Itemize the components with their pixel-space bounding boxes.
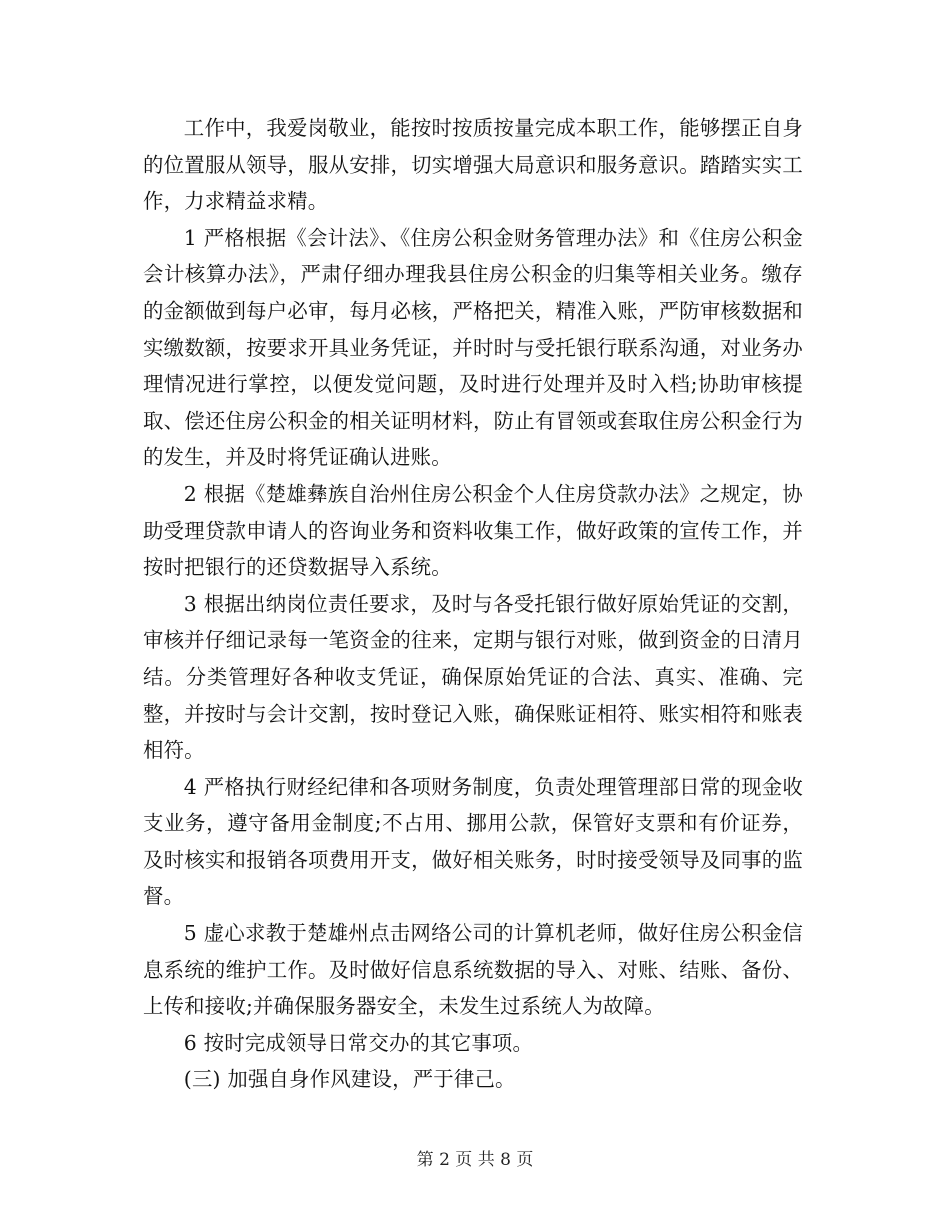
- paragraph-item-3: 3 根据出纳岗位责任要求，及时与各受托银行做好原始凭证的交割，审核并仔细记录每一笔资金的往来，定期与银行对账，做到资金的日清月结。分类管理好各种收支凭证，确保原始凭证的合法、真实、准确、完整，并按时与会计交割，按时登记入账，确保账证相符、账实相符和账表相符。: [143, 591, 803, 763]
- paragraph-item-1: 1 严格根据《会计法》、《住房公积金财务管理办法》和《住房公积金会计核算办法》，严肃仔细办理我县住房公积金的归集等相关业务。缴存的金额做到每户必审，每月必核，严格把关，精准入账，严防审核数据和实缴数额，按要求开具业务凭证，并时时与受托银行联系沟通，对业务办理情况进行掌控，以便发觉问题，及时进行处理并及时入档;协助审核提取、偿还住房公积金的相关证明材料，防止有冒领或套取住房公积金行为的发生，并及时将凭证确认进账。: [143, 225, 803, 470]
- paragraph-item-2: 2 根据《楚雄彝族自治州住房公积金个人住房贷款办法》之规定，协助受理贷款申请人的咨询业务和资料收集工作，做好政策的宣传工作，并按时把银行的还贷数据导入系统。: [143, 481, 803, 580]
- page-number-footer: 第 2 页 共 8 页: [416, 1150, 534, 1170]
- paragraph-item-6: 6 按时完成领导日常交办的其它事项。: [183, 1030, 534, 1055]
- paragraph-intro: 工作中，我爱岗敬业，能按时按质按量完成本职工作，能够摆正自身的位置服从领导，服从安排，切实增强大局意识和服务意识。踏踏实实工作，力求精益求精。: [143, 116, 803, 214]
- paragraph-item-5: 5 虚心求教于楚雄州点击网络公司的计算机老师，做好住房公积金信息系统的维护工作。及时做好信息系统数据的导入、对账、结账、备份、上传和接收;并确保服务器安全，未发生过系统人为故障。: [143, 921, 803, 1019]
- section-heading-3: (三) 加强自身作风建设，严于律己。: [183, 1067, 516, 1092]
- document-body: [143, 110, 803, 1098]
- paragraph-item-4: 4 严格执行财经纪律和各项财务制度，负责处理管理部日常的现金收支业务，遵守备用金制度;不占用、挪用公款，保管好支票和有价证券，及时核实和报销各项费用开支，做好相关账务，时时接受领导及同事的监督。: [143, 774, 803, 909]
